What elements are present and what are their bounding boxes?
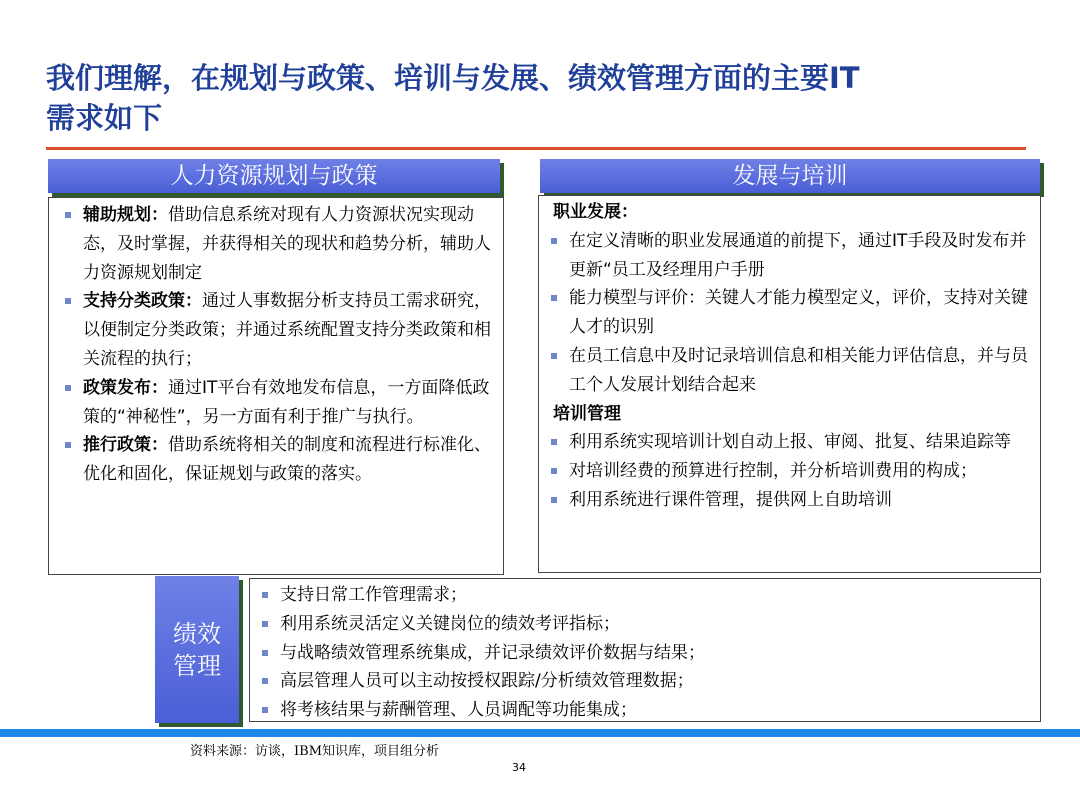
item-title: 支持分类政策： [83,291,202,312]
title-divider [46,147,1026,150]
source-note: 资料来源：访谈，IBM知识库，项目组分析 [190,744,439,759]
list-item: 与战略绩效管理系统集成，并记录绩效评价数据与结果； [254,639,1032,668]
item-title: 辅助规划： [83,205,168,225]
list-item [57,431,493,489]
career-development-list [543,227,1032,400]
item-text: 借助系统将相关的制度和流程进行标准化、优化和固化，保证规划与政策的落实。 [83,435,491,485]
footer-bar [0,729,1080,737]
list-item [57,201,493,287]
list-item: 将考核结果与薪酬管理、人员调配等功能集成； [254,696,1032,725]
performance-management-list [254,581,1032,725]
planning-policy-panel [48,197,504,575]
item-text: 通过IT平台有效地发布信息，一方面降低政策的“神秘性”，另一方面有利于推广与执行。 [83,377,490,427]
planning-policy-header-label: 人力资源规划与政策 [170,163,378,189]
list-item: 利用系统灵活定义关键岗位的绩效考评指标； [254,610,1032,639]
development-training-header [540,159,1040,193]
list-item: 在员工信息中及时记录培训信息和相关能力评估信息，并与员工个人发展计划结合起来 [543,342,1032,400]
item-text: 借助信息系统对现有人力资源状况实现动态，及时掌握，并获得相关的现状和趋势分析，辅助人力资源规划制定 [83,205,491,283]
planning-policy-header [48,159,500,193]
list-item: 对培训经费的预算进行控制，并分析培训费用的构成； [543,457,1032,486]
list-item: 支持日常工作管理需求； [254,581,1032,610]
list-item [57,287,493,373]
list-item: 高层管理人员可以主动按授权跟踪/分析绩效管理数据； [254,667,1032,696]
page-number: 34 [512,761,526,774]
page-title [46,58,1006,138]
list-item: 利用系统实现培训计划自动上报、审阅、批复、结果追踪等 [543,428,1032,457]
item-text: 通过人事数据分析支持员工需求研究，以便制定分类政策；并通过系统配置支持分类政策和相关流程的执行； [83,291,491,369]
item-title: 政策发布： [83,377,168,398]
list-item: 在定义清晰的职业发展通道的前提下，通过IT手段及时发布并更新“员工及经理用户手册 [543,227,1032,285]
item-title: 推行政策： [83,435,168,456]
training-management-list [543,428,1032,514]
development-training-header-label: 发展与培训 [732,163,848,189]
performance-label-line-1: 绩效 [173,619,221,648]
career-development-title: 职业发展： [553,202,638,222]
performance-management-label [155,576,239,723]
page-title-line-2: 需求如下 [46,101,163,135]
list-item: 利用系统进行课件管理，提供网上自助培训 [543,486,1032,515]
performance-label-line-2: 管理 [173,651,221,680]
planning-policy-list [57,201,493,489]
list-item: 能力模型与评价：关键人才能力模型定义，评价，支持对关键人才的识别 [543,284,1032,342]
list-item [57,374,493,432]
page-title-line-1: 我们理解，在规划与政策、培训与发展、绩效管理方面的主要IT [46,61,860,95]
training-management-title: 培训管理 [553,403,621,424]
development-training-panel [538,195,1041,573]
performance-management-panel [249,578,1041,722]
